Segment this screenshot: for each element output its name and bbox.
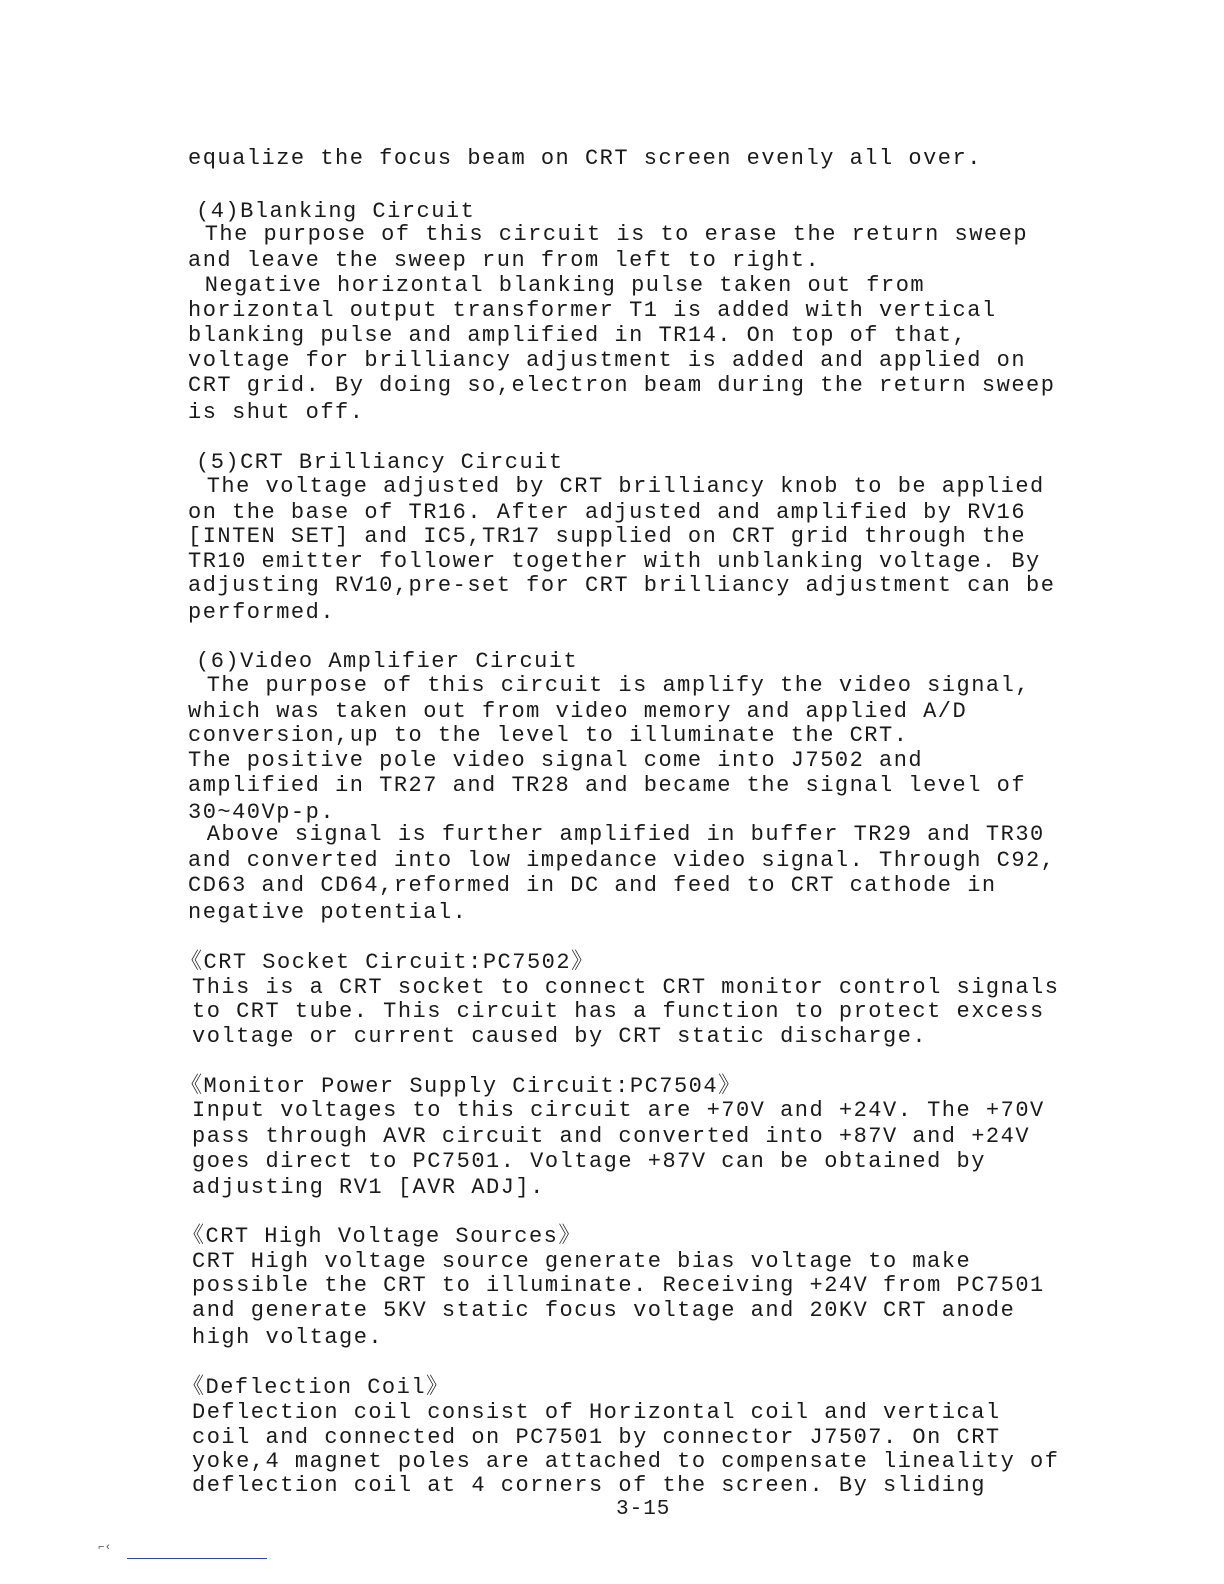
text-line: possible the CRT to illuminate. Receiving +24V from PC7501 xyxy=(192,1273,1045,1298)
text-line: performed. xyxy=(188,600,336,625)
text-line: is shut off. xyxy=(188,400,365,425)
footer-rule xyxy=(127,1558,267,1559)
text-line: blanking pulse and amplified in TR14. On top of that, xyxy=(188,323,968,348)
text-line: and leave the sweep run from left to right. xyxy=(188,248,821,273)
text-line: The purpose of this circuit is to erase the return sweep xyxy=(190,222,1029,247)
text-line: and generate 5KV static focus voltage and 20KV CRT anode xyxy=(192,1298,1016,1323)
text-line: CD63 and CD64,reformed in DC and feed to CRT cathode in xyxy=(188,873,997,898)
text-line: equalize the focus beam on CRT screen evenly all over. xyxy=(188,146,982,171)
scan-mark-icon: ⌐‹ xyxy=(98,1542,112,1554)
text-line: voltage or current caused by CRT static discharge. xyxy=(192,1024,928,1049)
text-line: negative potential. xyxy=(188,900,468,925)
text-line: [INTEN SET] and IC5,TR17 supplied on CRT grid through the xyxy=(188,524,1027,549)
text-line: yoke,4 magnet poles are attached to compensate lineality of xyxy=(192,1449,1060,1474)
text-line: The positive pole video signal come into J7502 and xyxy=(188,748,924,773)
section-heading: 《Monitor Power Supply Circuit:PC7504》 xyxy=(180,1074,742,1099)
text-line: Deflection coil consist of Horizontal coil and vertical xyxy=(192,1400,1001,1425)
text-line: adjusting RV1 [AVR ADJ]. xyxy=(192,1175,545,1200)
text-line: TR10 emitter follower together with unblanking voltage. By xyxy=(188,549,1041,574)
text-line: Above signal is further amplified in buffer TR29 and TR30 xyxy=(192,822,1045,847)
text-line: voltage for brilliancy adjustment is added and applied on xyxy=(188,348,1027,373)
text-line: horizontal output transformer T1 is added with vertical xyxy=(188,298,997,323)
section-heading: (5)CRT Brilliancy Circuit xyxy=(196,450,564,475)
section-heading: 《CRT Socket Circuit:PC7502》 xyxy=(180,950,595,975)
text-line: CRT grid. By doing so,electron beam during the return sweep xyxy=(188,373,1056,398)
text-line: which was taken out from video memory and applied A/D xyxy=(188,699,968,724)
section-heading: 《CRT High Voltage Sources》 xyxy=(182,1224,582,1249)
text-line: adjusting RV10,pre-set for CRT brilliancy adjustment can be xyxy=(188,573,1056,598)
page-number: 3-15 xyxy=(616,1498,671,1521)
text-line: deflection coil at 4 corners of the screen. By sliding xyxy=(192,1473,986,1498)
text-line: pass through AVR circuit and converted into +87V and +24V xyxy=(192,1124,1031,1149)
text-line: 30~40Vp-p. xyxy=(188,800,336,825)
text-line: The voltage adjusted by CRT brilliancy knob to be applied xyxy=(192,474,1045,499)
text-line: to CRT tube. This circuit has a function to protect excess xyxy=(192,999,1045,1024)
text-line: on the base of TR16. After adjusted and amplified by RV16 xyxy=(188,500,1027,525)
text-line: goes direct to PC7501. Voltage +87V can be obtained by xyxy=(192,1149,986,1174)
section-heading: 《Deflection Coil》 xyxy=(182,1375,450,1400)
text-line: Input voltages to this circuit are +70V and +24V. The +70V xyxy=(192,1098,1045,1123)
section-heading: (4)Blanking Circuit xyxy=(196,199,476,224)
text-line: Negative horizontal blanking pulse taken out from xyxy=(190,273,926,298)
text-line: This is a CRT socket to connect CRT monitor control signals xyxy=(192,975,1060,1000)
text-line: coil and connected on PC7501 by connector J7507. On CRT xyxy=(192,1425,1001,1450)
text-line: CRT High voltage source generate bias voltage to make xyxy=(192,1249,972,1274)
text-line: amplified in TR27 and TR28 and became the signal level of xyxy=(188,773,1027,798)
text-line: high voltage. xyxy=(192,1325,384,1350)
section-heading: (6)Video Amplifier Circuit xyxy=(196,649,579,674)
text-line: and converted into low impedance video signal. Through C92, xyxy=(188,848,1056,873)
text-line: The purpose of this circuit is amplify the video signal, xyxy=(192,673,1031,698)
text-line: conversion,up to the level to illuminate the CRT. xyxy=(188,723,909,748)
